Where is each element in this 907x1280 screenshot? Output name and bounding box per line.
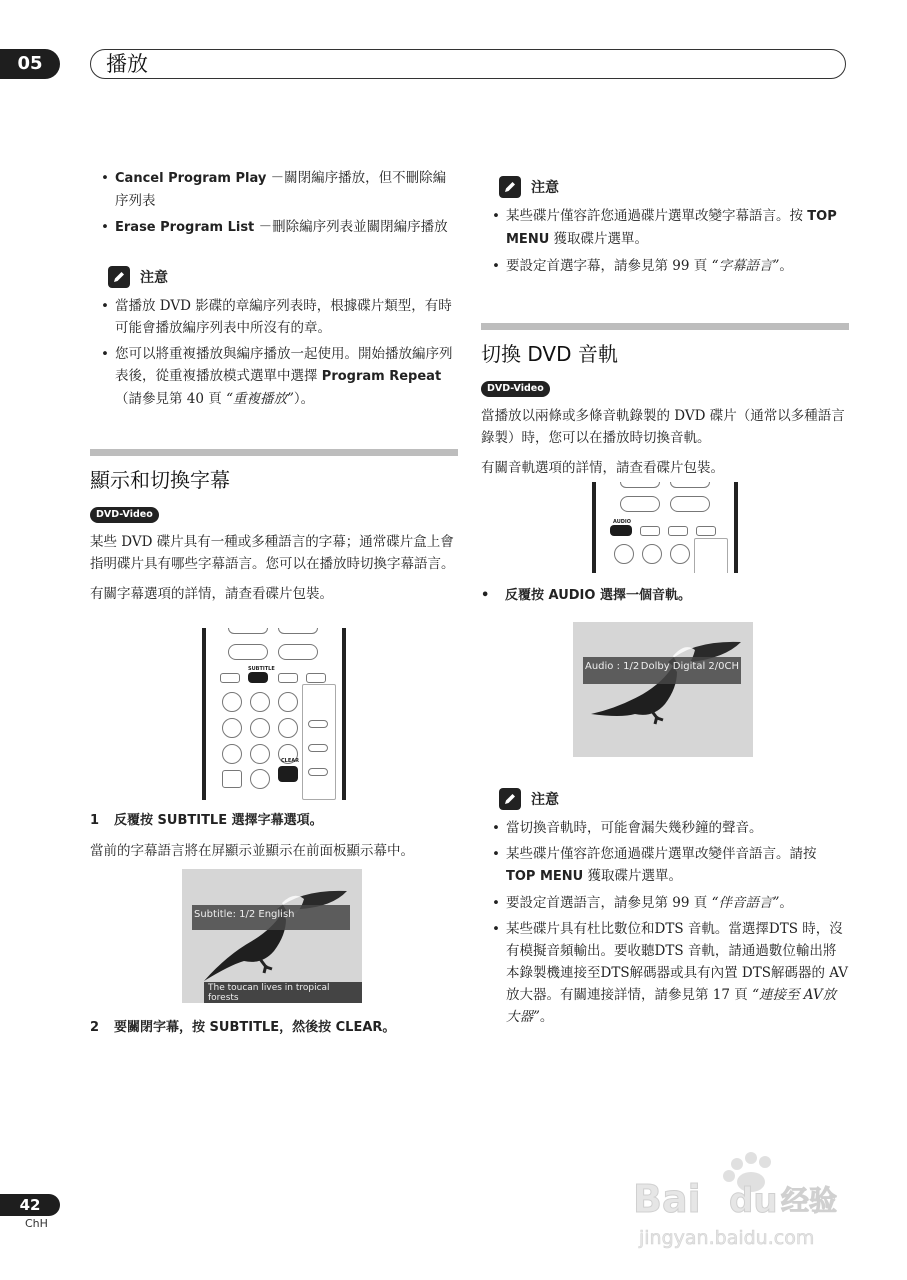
list-item: • 某些碟片具有杜比數位和DTS 音軌。當選擇DTS 時，沒有模擬音頻輸出。要收聽DTS 音軌，請通過數位輸出將本錄製機連接至DTS解碼器或具有內置 DTS解碼器的 AV 放大器。有關連接詳情，請參見第 17 頁 “連接至 AV放大器”。 bbox=[481, 918, 849, 1028]
clear-button bbox=[278, 766, 298, 782]
list-item: • 要設定首選字幕，請參見第 99 頁 “字幕語言”。 bbox=[481, 255, 849, 277]
pencil-icon bbox=[499, 788, 521, 810]
section-title: 切換 DVD 音軌 bbox=[481, 342, 618, 366]
pencil-icon bbox=[499, 176, 521, 198]
pencil-icon bbox=[108, 266, 130, 288]
left-column bbox=[90, 167, 458, 414]
dvd-video-badge: DVD-Video bbox=[90, 507, 159, 523]
note-heading: 注意 bbox=[499, 175, 849, 199]
remote-illustration-audio: AUDIO bbox=[592, 482, 738, 573]
step-1-description: 當前的字幕語言將在屏顯示並顯示在前面板顯示幕中。 bbox=[90, 843, 414, 859]
step-1: 1 反覆按 SUBTITLE 選擇字幕選項。 bbox=[90, 813, 323, 828]
subtitle-step-2 bbox=[90, 1017, 458, 1047]
list-item: • Cancel Program Play －關閉編序播放，但不刪除編序列表 bbox=[90, 167, 458, 212]
page-number: 42 bbox=[0, 1194, 60, 1216]
chapter-number: 05 bbox=[0, 49, 60, 79]
chapter-title: 播放 bbox=[90, 49, 846, 79]
audio-button bbox=[610, 525, 632, 536]
paragraph: 有關音軌選項的詳情，請查看碟片包裝。 bbox=[481, 460, 724, 476]
subtitle-section bbox=[90, 449, 458, 613]
subtitle-screen-image bbox=[182, 869, 362, 1003]
paragraph: 當播放以兩條或多條音軌錄製的 DVD 碟片（通常以多種語言錄製）時，您可以在播放時切換音軌。 bbox=[481, 408, 845, 446]
section-divider bbox=[481, 323, 849, 330]
right-note bbox=[481, 175, 849, 281]
baidu-watermark-logo bbox=[629, 1150, 859, 1255]
list-item: • 當播放 DVD 影碟的章編序列表時，根據碟片類型，有時可能會播放編序列表中所沒有的章。 bbox=[90, 295, 458, 339]
section-divider bbox=[90, 449, 458, 456]
svg-text:Bai: Bai bbox=[633, 1177, 701, 1221]
remote-illustration-subtitle: SUBTITLE CLEAR bbox=[202, 628, 346, 800]
paragraph: 有關字幕選項的詳情，請查看碟片包裝。 bbox=[90, 586, 333, 602]
subtitle-button bbox=[248, 672, 268, 683]
list-item: • 您可以將重複播放與編序播放一起使用。開始播放編序列表後，從重複播放模式選單中選擇 Program Repeat（請參見第 40 頁 “重複播放”）。 bbox=[90, 343, 458, 410]
subtitle-steps bbox=[90, 810, 458, 862]
step-2: 2 要關閉字幕，按 SUBTITLE，然後按 CLEAR。 bbox=[90, 1020, 396, 1035]
osd-bar: Audio : 1/2 Dolby Digital 2/0CH bbox=[583, 657, 741, 684]
svg-text:经验: 经验 bbox=[781, 1184, 838, 1217]
osd-bar: Subtitle: 1/2 English bbox=[192, 905, 350, 930]
list-item: • 當切換音軌時，可能會漏失幾秒鐘的聲音。 bbox=[481, 817, 849, 839]
toucan-image bbox=[573, 622, 753, 757]
note-heading: 注意 bbox=[108, 265, 458, 289]
list-item: • Erase Program List －刪除編序列表並關閉編序播放 bbox=[90, 216, 458, 239]
list-item: • 某些碟片僅容許您通過碟片選單改變字幕語言。按 TOP MENU 獲取碟片選單。 bbox=[481, 205, 849, 251]
svg-text:du: du bbox=[729, 1181, 778, 1221]
section-title: 顯示和切換字幕 bbox=[90, 468, 230, 492]
audio-screen-image bbox=[573, 622, 753, 757]
audio-section bbox=[481, 323, 849, 487]
dvd-video-badge: DVD-Video bbox=[481, 381, 550, 397]
page-language: ChH bbox=[25, 1217, 48, 1230]
list-item: • 要設定首選語言，請參見第 99 頁 “伴音語言”。 bbox=[481, 892, 849, 914]
audio-step bbox=[481, 585, 849, 615]
note-heading: 注意 bbox=[499, 787, 849, 811]
paragraph: 某些 DVD 碟片具有一種或多種語言的字幕；通常碟片盒上會指明碟片具有哪些字幕語言。您可以在播放時切換字幕語言。 bbox=[90, 534, 455, 572]
audio-step-instruction: • 反覆按 AUDIO 選擇一個音軌。 bbox=[481, 588, 691, 603]
right-note-2 bbox=[481, 787, 849, 1032]
list-item: • 某些碟片僅容許您通過碟片選單改變伴音語言。請按 TOP MENU 獲取碟片選單。 bbox=[481, 843, 849, 888]
subtitle-caption: The toucan lives in tropical forests bbox=[204, 982, 362, 1003]
svg-text:jingyan.baidu.com: jingyan.baidu.com bbox=[639, 1227, 815, 1249]
